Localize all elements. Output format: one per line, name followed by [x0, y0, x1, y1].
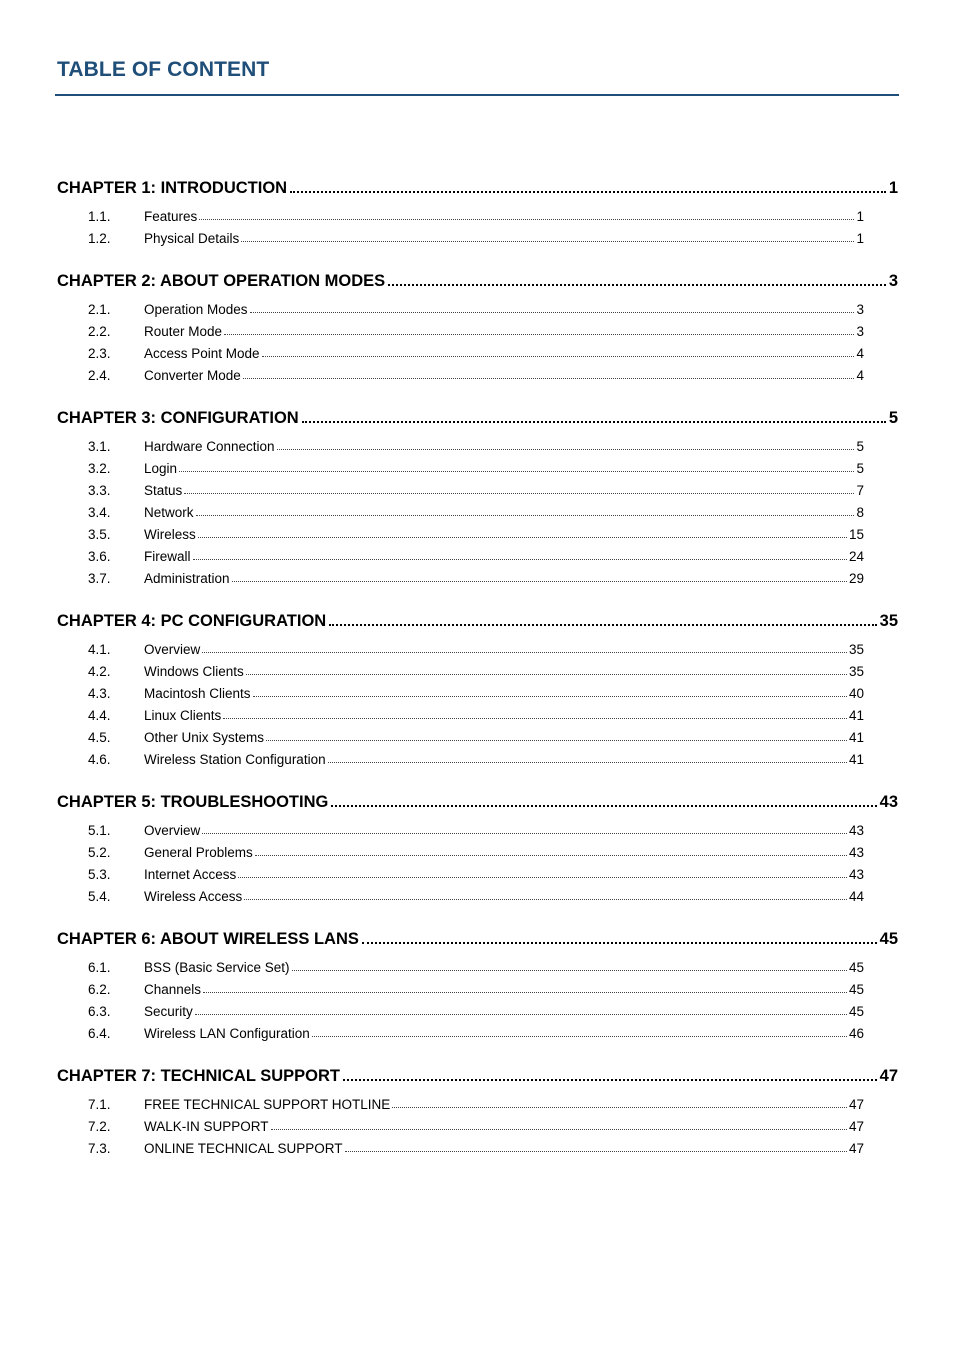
dot-leader — [250, 312, 855, 313]
dot-leader — [232, 581, 847, 582]
dot-leader — [312, 1036, 847, 1037]
section-title: General Problems — [144, 845, 253, 860]
section-title: BSS (Basic Service Set) — [144, 960, 290, 975]
section-title: Access Point Mode — [144, 346, 260, 361]
dot-leader — [244, 899, 847, 900]
section-title: Security — [144, 1004, 193, 1019]
chapter-page-number: 43 — [879, 793, 898, 811]
section-page-number: 43 — [848, 867, 864, 882]
dot-leader — [202, 652, 847, 653]
page-title: TABLE OF CONTENT — [57, 58, 270, 81]
section-page-number: 1 — [856, 231, 864, 246]
dot-leader — [179, 471, 854, 472]
section-number: 4.5. — [88, 730, 111, 745]
section-title: ONLINE TECHNICAL SUPPORT — [144, 1141, 343, 1156]
chapter-entry-link[interactable] — [57, 269, 898, 291]
section-page-number: 35 — [848, 642, 864, 657]
dot-leader — [195, 1014, 847, 1015]
dot-leader — [277, 449, 855, 450]
section-title: Wireless Access — [144, 889, 243, 904]
section-entry-link[interactable] — [57, 317, 864, 339]
dot-leader — [241, 241, 854, 242]
section-title: Linux Clients — [144, 708, 222, 723]
section-number: 3.5. — [88, 527, 111, 542]
section-number: 1.1. — [88, 209, 111, 224]
section-number: 6.4. — [88, 1026, 111, 1041]
section-entry-link[interactable] — [57, 1112, 864, 1134]
section-page-number: 4 — [856, 368, 864, 383]
toc-chapter — [57, 176, 898, 246]
section-page-number: 1 — [856, 209, 864, 224]
chapter-page-number: 35 — [879, 612, 898, 630]
section-entry-link[interactable] — [57, 339, 864, 361]
section-entry-link[interactable] — [57, 224, 864, 246]
section-title: Macintosh Clients — [144, 686, 251, 701]
chapter-entry-link[interactable] — [57, 406, 898, 428]
section-page-number: 45 — [848, 1004, 864, 1019]
section-number: 4.1. — [88, 642, 111, 657]
section-number: 3.4. — [88, 505, 111, 520]
dot-leader — [202, 833, 847, 834]
chapter-page-number: 5 — [888, 409, 898, 427]
section-title: Overview — [144, 642, 201, 657]
section-page-number: 3 — [856, 324, 864, 339]
dot-leader — [388, 284, 886, 286]
section-page-number: 47 — [848, 1097, 864, 1112]
section-number: 5.4. — [88, 889, 111, 904]
section-title: Wireless LAN Configuration — [144, 1026, 310, 1041]
section-entry-link[interactable] — [57, 838, 864, 860]
section-title: Windows Clients — [144, 664, 244, 679]
section-entry-link[interactable] — [57, 295, 864, 317]
chapter-page-number: 1 — [888, 179, 898, 197]
section-entry-link[interactable] — [57, 975, 864, 997]
section-number: 5.1. — [88, 823, 111, 838]
section-title: Network — [144, 505, 194, 520]
section-entry-link[interactable] — [57, 860, 864, 882]
toc-chapter — [57, 269, 898, 383]
section-entry-link[interactable] — [57, 454, 864, 476]
section-number: 7.3. — [88, 1141, 111, 1156]
dot-leader — [224, 334, 854, 335]
chapter-entry-link[interactable] — [57, 790, 898, 812]
section-entry-link[interactable] — [57, 202, 864, 224]
section-number: 2.4. — [88, 368, 111, 383]
section-title: WALK-IN SUPPORT — [144, 1119, 269, 1134]
section-entry-link[interactable] — [57, 745, 864, 767]
section-page-number: 45 — [848, 982, 864, 997]
section-entry-link[interactable] — [57, 498, 864, 520]
section-page-number: 3 — [856, 302, 864, 317]
section-number: 4.3. — [88, 686, 111, 701]
section-entry-link[interactable] — [57, 564, 864, 586]
section-entry-link[interactable] — [57, 520, 864, 542]
section-number: 6.2. — [88, 982, 111, 997]
dot-leader — [198, 537, 847, 538]
dot-leader — [203, 992, 847, 993]
section-title: Overview — [144, 823, 201, 838]
section-entry-link[interactable] — [57, 1134, 864, 1156]
section-title: Converter Mode — [144, 368, 241, 383]
section-page-number: 43 — [848, 845, 864, 860]
section-page-number: 47 — [848, 1119, 864, 1134]
section-title: Router Mode — [144, 324, 223, 339]
section-title: Operation Modes — [144, 302, 248, 317]
chapter-title: CHAPTER 6: ABOUT WIRELESS LANS — [57, 930, 359, 948]
section-number: 3.7. — [88, 571, 111, 586]
section-entry-link[interactable] — [57, 1019, 864, 1041]
section-title: Wireless Station Configuration — [144, 752, 326, 767]
dot-leader — [184, 493, 854, 494]
dot-leader — [345, 1151, 847, 1152]
section-title: Features — [144, 209, 198, 224]
chapter-title: CHAPTER 3: CONFIGURATION — [57, 409, 299, 427]
section-title: Other Unix Systems — [144, 730, 265, 745]
section-page-number: 24 — [848, 549, 864, 564]
toc-chapter — [57, 609, 898, 767]
dot-leader — [290, 191, 886, 193]
section-entry-link[interactable] — [57, 953, 864, 975]
section-entry-link[interactable] — [57, 816, 864, 838]
section-page-number: 45 — [848, 960, 864, 975]
section-title: Wireless — [144, 527, 196, 542]
section-entry-link[interactable] — [57, 882, 864, 904]
section-number: 5.3. — [88, 867, 111, 882]
dot-leader — [193, 559, 847, 560]
toc-chapter — [57, 1064, 898, 1156]
chapter-entry-link[interactable] — [57, 176, 898, 198]
chapter-title: CHAPTER 1: INTRODUCTION — [57, 179, 288, 197]
title-divider — [55, 94, 899, 96]
section-page-number: 41 — [848, 752, 864, 767]
dot-leader — [243, 378, 855, 379]
section-page-number: 47 — [848, 1141, 864, 1156]
dot-leader — [223, 718, 847, 719]
section-entry-link[interactable] — [57, 679, 864, 701]
section-page-number: 46 — [848, 1026, 864, 1041]
section-entry-link[interactable] — [57, 476, 864, 498]
toc-chapter — [57, 406, 898, 586]
chapter-title: CHAPTER 2: ABOUT OPERATION MODES — [57, 272, 386, 290]
section-number: 4.4. — [88, 708, 111, 723]
dot-leader — [292, 970, 847, 971]
dot-leader — [271, 1129, 847, 1130]
chapter-title: CHAPTER 4: PC CONFIGURATION — [57, 612, 327, 630]
dot-leader — [255, 855, 847, 856]
dot-leader — [343, 1079, 877, 1081]
dot-leader — [362, 942, 877, 944]
section-page-number: 41 — [848, 708, 864, 723]
section-entry-link[interactable] — [57, 723, 864, 745]
section-page-number: 29 — [848, 571, 864, 586]
chapter-entry-link[interactable] — [57, 1064, 898, 1086]
section-number: 5.2. — [88, 845, 111, 860]
dot-leader — [302, 421, 886, 423]
section-page-number: 4 — [856, 346, 864, 361]
section-number: 7.1. — [88, 1097, 111, 1112]
section-number: 6.1. — [88, 960, 111, 975]
section-number: 2.3. — [88, 346, 111, 361]
section-page-number: 35 — [848, 664, 864, 679]
section-page-number: 8 — [856, 505, 864, 520]
section-title: Status — [144, 483, 183, 498]
section-title: FREE TECHNICAL SUPPORT HOTLINE — [144, 1097, 391, 1112]
dot-leader — [262, 356, 855, 357]
section-entry-link[interactable] — [57, 361, 864, 383]
chapter-title: CHAPTER 7: TECHNICAL SUPPORT — [57, 1067, 340, 1085]
chapter-page-number: 3 — [888, 272, 898, 290]
section-number: 4.6. — [88, 752, 111, 767]
section-entry-link[interactable] — [57, 997, 864, 1019]
section-page-number: 40 — [848, 686, 864, 701]
section-entry-link[interactable] — [57, 432, 864, 454]
dot-leader — [199, 219, 854, 220]
section-entry-link[interactable] — [57, 635, 864, 657]
chapter-entry-link[interactable] — [57, 609, 898, 631]
section-entry-link[interactable] — [57, 542, 864, 564]
section-number: 7.2. — [88, 1119, 111, 1134]
section-title: Physical Details — [144, 231, 240, 246]
dot-leader — [238, 877, 847, 878]
chapter-title: CHAPTER 5: TROUBLESHOOTING — [57, 793, 329, 811]
section-number: 3.2. — [88, 461, 111, 476]
section-title: Firewall — [144, 549, 191, 564]
section-number: 3.6. — [88, 549, 111, 564]
section-page-number: 7 — [856, 483, 864, 498]
toc-chapter — [57, 927, 898, 1041]
section-entry-link[interactable] — [57, 1090, 864, 1112]
chapter-page-number: 47 — [879, 1067, 898, 1085]
dot-leader — [392, 1107, 847, 1108]
section-page-number: 15 — [848, 527, 864, 542]
dot-leader — [196, 515, 855, 516]
section-page-number: 43 — [848, 823, 864, 838]
chapter-entry-link[interactable] — [57, 927, 898, 949]
section-title: Channels — [144, 982, 202, 997]
section-number: 2.2. — [88, 324, 111, 339]
section-entry-link[interactable] — [57, 657, 864, 679]
section-page-number: 5 — [856, 439, 864, 454]
section-number: 4.2. — [88, 664, 111, 679]
section-entry-link[interactable] — [57, 701, 864, 723]
dot-leader — [266, 740, 847, 741]
section-page-number: 41 — [848, 730, 864, 745]
section-title: Login — [144, 461, 178, 476]
chapter-page-number: 45 — [879, 930, 898, 948]
section-title: Administration — [144, 571, 230, 586]
dot-leader — [329, 624, 876, 626]
section-number: 3.1. — [88, 439, 111, 454]
section-number: 1.2. — [88, 231, 111, 246]
section-page-number: 5 — [856, 461, 864, 476]
section-number: 3.3. — [88, 483, 111, 498]
section-number: 2.1. — [88, 302, 111, 317]
dot-leader — [246, 674, 847, 675]
dot-leader — [331, 805, 876, 807]
dot-leader — [328, 762, 847, 763]
dot-leader — [253, 696, 847, 697]
section-number: 6.3. — [88, 1004, 111, 1019]
section-title: Internet Access — [144, 867, 237, 882]
toc-chapter — [57, 790, 898, 904]
section-title: Hardware Connection — [144, 439, 275, 454]
section-page-number: 44 — [848, 889, 864, 904]
table-of-contents — [57, 176, 898, 1179]
